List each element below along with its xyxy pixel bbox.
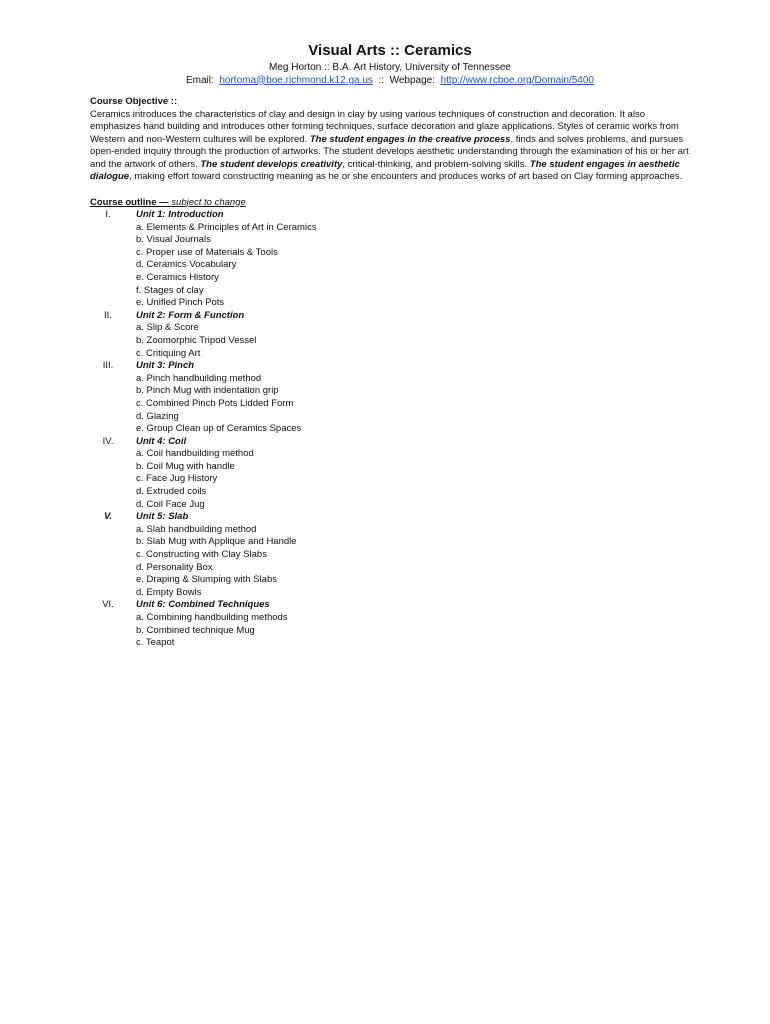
outline-item: b. Slab Mug with Applique and Handle bbox=[136, 536, 297, 548]
outline-item: e. Unified Pinch Pots bbox=[136, 297, 225, 309]
outline-unit bbox=[90, 310, 690, 323]
objective-heading: Course Objective :: bbox=[90, 96, 178, 107]
webpage-link[interactable]: http://www.rcboe.org/Domain/5400 bbox=[440, 74, 594, 86]
outline-list bbox=[90, 209, 690, 650]
outline-item: b. Combined technique Mug bbox=[136, 624, 255, 636]
contact-line bbox=[90, 75, 690, 88]
document-page bbox=[90, 42, 690, 650]
outline-item: b. Coil Mug with handle bbox=[136, 460, 235, 472]
outline-item: c. Combined Pinch Pots Lidded Form bbox=[136, 397, 294, 409]
outline-unit bbox=[90, 511, 690, 524]
unit-numeral: IV. bbox=[102, 435, 114, 447]
unit-title: Unit 6: Combined Techniques bbox=[136, 599, 270, 611]
outline-item: e. Ceramics History bbox=[136, 271, 219, 283]
outline-unit bbox=[90, 360, 690, 373]
objective-text-4: , making effort toward constructing meaning as he or she encounters and produces works of art based on Clay forming approaches. bbox=[129, 171, 683, 182]
outline-item: d. Extruded coils bbox=[136, 486, 207, 498]
unit-numeral: VI. bbox=[102, 599, 114, 611]
outline-item: c. Proper use of Materials & Tools bbox=[136, 246, 278, 258]
outline-item: a. Coil handbuilding method bbox=[136, 448, 254, 460]
outline-item: a. Slab handbuilding method bbox=[136, 523, 257, 535]
unit-title: Unit 1: Introduction bbox=[136, 209, 224, 220]
outline-item: d. Personality Box bbox=[136, 561, 213, 573]
objective-text-3: , critical-thinking, and problem-solving skills. bbox=[342, 158, 530, 170]
outline-item: d. Ceramics Vocabulary bbox=[136, 259, 237, 271]
objective-text-1: Ceramics introduces the characteristics of clay and design in clay by using various techniques of construction and decoration. It also emphasizes hand building and introduces other forming techniques, surface decoration and glaze applications. Styles of ceramic works from Western and non-Western cultures will be explored. bbox=[90, 108, 679, 145]
outline-unit bbox=[90, 599, 690, 612]
outline-item: c. Critiquing Art bbox=[136, 347, 201, 359]
outline-item: b. Zoomorphic Tripod Vessel bbox=[136, 334, 257, 346]
email-link[interactable]: hortoma@boe.richmond.k12.ga.us bbox=[219, 74, 373, 86]
outline-item: e. Group Clean up of Ceramics Spaces bbox=[136, 423, 302, 435]
unit-title: Unit 4: Coil bbox=[136, 435, 187, 447]
objective-text-2: , finds and solves problems, and pursues open-ended inquiry through the production of artworks. The student develops aesthetic understanding through the examination of his or her art and the artwork of others. bbox=[90, 133, 689, 170]
webpage-label: Webpage: bbox=[389, 74, 436, 86]
outline-item: d. Glazing bbox=[136, 410, 179, 422]
outline-item: c. Constructing with Clay Slabs bbox=[136, 549, 267, 561]
unit-numeral: V. bbox=[103, 511, 113, 523]
outline-item: d. Coil Face Jug bbox=[136, 498, 205, 510]
outline-note: subject to change bbox=[171, 196, 246, 208]
outline-item: c. Face Jug History bbox=[136, 473, 218, 485]
objective-emphasis-1: The student engages in the creative process bbox=[309, 133, 511, 145]
outline-item: a. Combining handbuilding methods bbox=[136, 612, 288, 623]
unit-title: Unit 2: Form & Function bbox=[136, 309, 245, 321]
outline-item: a. Elements & Principles of Art in Ceramics bbox=[136, 221, 317, 233]
outline-item: c. Teapot bbox=[136, 637, 175, 649]
outline-unit bbox=[90, 209, 690, 222]
outline-item: d. Empty Bowls bbox=[136, 586, 202, 598]
outline-dash: — bbox=[156, 196, 172, 208]
outline-item: f. Stages of clay bbox=[136, 284, 204, 296]
objective-emphasis-3: The student engages in aesthetic dialogue bbox=[90, 158, 680, 182]
email-label: Email: bbox=[185, 74, 214, 86]
unit-numeral: I. bbox=[105, 209, 111, 220]
unit-title: Unit 5: Slab bbox=[136, 511, 189, 523]
outline-item: e. Draping & Slumping with Slabs bbox=[136, 574, 277, 586]
outline-item: b. Pinch Mug with indentation grip bbox=[136, 385, 279, 397]
outline-item: b. Visual Journals bbox=[136, 234, 211, 246]
outline-unit bbox=[90, 436, 690, 449]
outline-item: a. Slip & Score bbox=[136, 322, 199, 334]
outline-title: Course outline bbox=[90, 196, 157, 208]
contact-separator: :: bbox=[378, 74, 385, 86]
outline-item: a. Pinch handbuilding method bbox=[136, 372, 262, 384]
unit-title: Unit 3: Pinch bbox=[136, 360, 195, 372]
author-line: Meg Horton :: B.A. Art History, University of Tennessee bbox=[269, 62, 511, 73]
objective-emphasis-2: The student develops creativity bbox=[200, 158, 343, 170]
objective-paragraph bbox=[90, 109, 690, 184]
page-title: Visual Arts :: Ceramics bbox=[308, 42, 472, 59]
unit-numeral: II. bbox=[104, 309, 112, 321]
outline-heading bbox=[90, 197, 690, 210]
unit-numeral: III. bbox=[102, 360, 114, 372]
